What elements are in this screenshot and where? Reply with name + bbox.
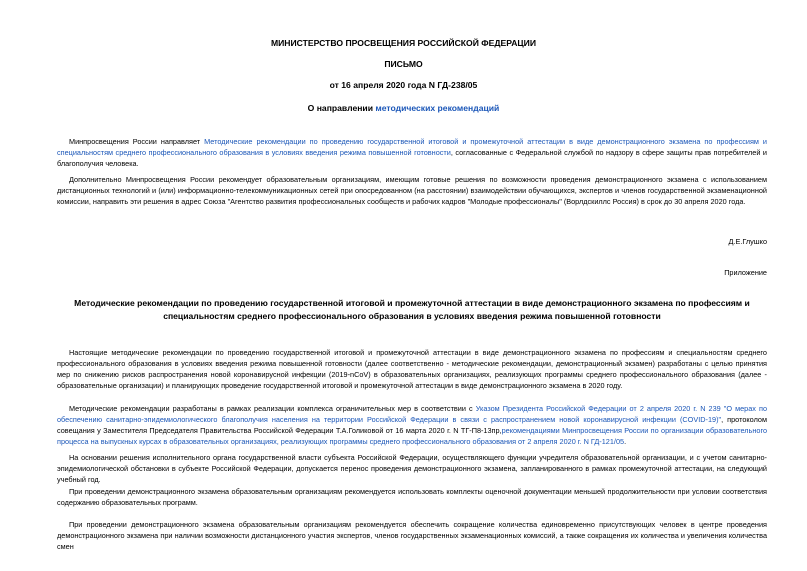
subject-prefix: О направлении [307, 103, 376, 113]
paragraph-1-text-a: Минпросвещения России направляет [69, 137, 205, 146]
paragraph-6: При проведении демонстрационного экзамена образовательным организациям рекомендуется использовать комплекты оценочной документации меньшей продолжительности при условии соответствия содержанию образовательных программ. [57, 487, 767, 507]
paragraph-7: При проведении демонстрационного экзамена образовательным организациям рекомендуется обеспечить сокращение количества единовременно присутствующих человек в центре проведения демонстрационного экзамена при наличии возможности дистанционного участия экспертов, членов государственных экзаменационных комиссий, а также сокращения их количества и увеличения количества смен [57, 520, 767, 551]
paragraph-1-text-b: , согласованные с Федеральной службой по надзору в сфере защиты прав потребителей и благополучия человека. [57, 147, 767, 168]
recommendations-link[interactable]: Методические рекомендации по проведению государственной итоговой и промежуточной аттестации в виде демонстрационного экзамена по профессиям и специальностям среднего профессионального образования в условиях введения режима повышенной готовности [57, 137, 768, 157]
paragraph-2: Дополнительно Минпросвещения России рекомендует образовательным организациям, имеющим готовые решения по возможности проведения демонстрационного экзамена с использованием дистанционных технологий и (или) информационно-телекоммуникационных сетей при опосредованном (на расстоянии) взаимодействии обучающихся, экспертов и членов государственной экзаменационной комиссии, направить эти решения в адрес Союза "Агентство развития профессиональных сообществ и рабочих кадров "Молодые профессионалы" (Ворлдскиллс Россия) в срок до 30 апреля 2020 года. [57, 175, 767, 206]
paragraph-3: Настоящие методические рекомендации по проведению государственной итоговой и промежуточной аттестации в виде демонстрационного экзамена по профессиям и специальностям среднего профессионального образования в условиях введения режима повышенной готовности (далее соответственно - методические рекомендации, демонстрационный экзамен) разработаны с целью принятия мер по снижению рисков распространения новой коронавирусной инфекции (2019-nCoV) в образовательных организациях, реализующих программы среднего профессионального образования (далее - образовательные организации) и планирующих проведение государственной итоговой и промежуточной аттестации в виде демонстрационного экзамена в 2020 году. [57, 348, 767, 390]
paragraph-4-text-c: . [624, 436, 627, 446]
ministry-recommendations-link[interactable]: рекомендациями Минпросвещения России по организации образовательного процесса на выпускных курсах в образовательных организациях, реализующих программы среднего профессионального образования от 2 апреля 2020 г. N ГД-121/05 [57, 425, 767, 446]
doc-date-number: от 16 апреля 2020 года N ГД-238/05 [329, 80, 478, 90]
signature: Д.Е.Глушко [728, 237, 767, 246]
subject-line [0, 103, 807, 114]
paragraph-4 [57, 404, 767, 448]
paragraph-4-text-a: Методические рекомендации разработаны в рамках реализации комплекса ограничительных мер в соответствии с [69, 404, 476, 413]
paragraph-1 [57, 137, 767, 170]
appendix-title: Методические рекомендации по проведению государственной итоговой и промежуточной аттестации в виде демонстрационного экзамена по профессиям и специальностям среднего профессионального образования в условиях введения режима повышенной готовности [74, 298, 750, 321]
subject-link[interactable]: методических рекомендаций [375, 103, 500, 113]
ministry-heading: МИНИСТЕРСТВО ПРОСВЕЩЕНИЯ РОССИЙСКОЙ ФЕДЕРАЦИИ [270, 38, 537, 48]
decree-link[interactable]: Указом Президента Российской Федерации от 2 апреля 2020 г. N 239 "О мерах по обеспечению санитарно-эпидемиологического благополучия населения на территории Российской Федерации в связи с распространением новой коронавирусной инфекции (COVID-19)" [57, 404, 768, 424]
appendix-label: Приложение [724, 268, 767, 277]
paragraph-5: На основании решения исполнительного органа государственной власти субъекта Российской Федерации, осуществляющего функции учредителя образовательной организации, и с учетом санитарно-эпидемиологической обстановки в субъекте Российской Федерации, допускается перенос проведения демонстрационного экзамена, запланированного в рамках промежуточной аттестации, на следующий учебный год. [57, 453, 767, 484]
paragraph-4-text-b: , протоколом совещания у Заместителя Председателя Правительства Российской Федерации Т.А.Голиковой от 16 марта 2020 г. N ТГ-П8-13пр, [57, 414, 767, 435]
doc-type-heading: ПИСЬМО [384, 59, 423, 69]
